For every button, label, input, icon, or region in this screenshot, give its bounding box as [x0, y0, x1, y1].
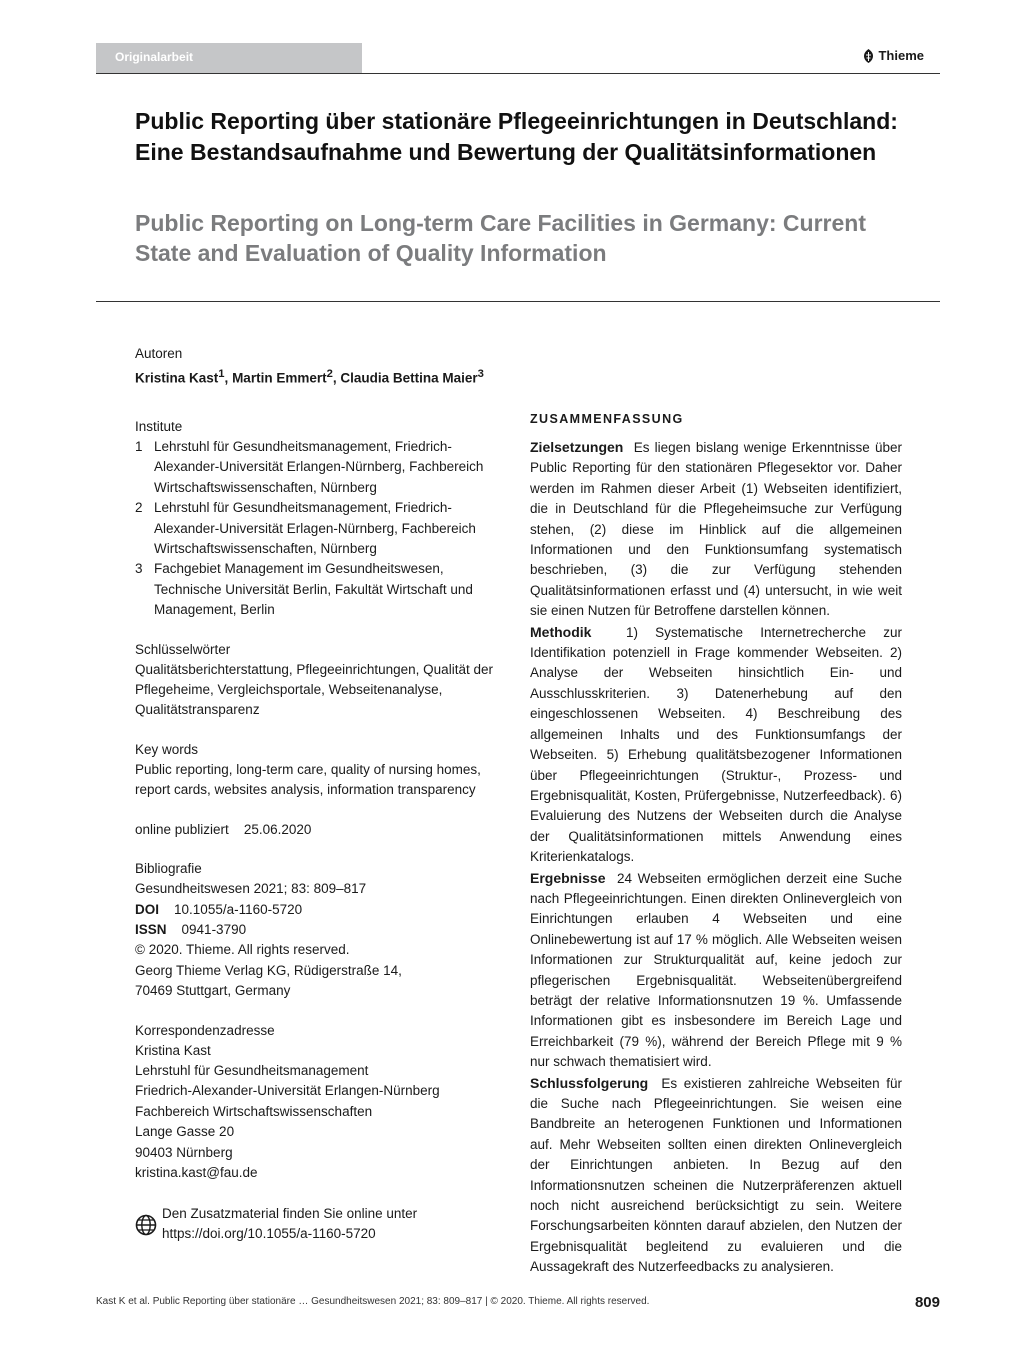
abstract-heading: ZUSAMMENFASSUNG [530, 412, 684, 426]
abstract-section-label: Schlussfolgerung [530, 1074, 649, 1091]
abstract-section-label: Zielsetzungen [530, 439, 624, 455]
published-date: 25.06.2020 [243, 821, 312, 837]
supplement-note [135, 1204, 515, 1245]
header-rule [96, 73, 940, 74]
keywords-en-text: Public reporting, long-term care, quality of nursing homes, report cards, websites analysis, information transparency [135, 761, 481, 798]
supplement-link[interactable]: https://doi.org/10.1055/a-1160-5720 [162, 1226, 376, 1242]
correspondence-line: Lehrstuhl für Gesundheitsmanagement [135, 1062, 369, 1078]
abstract-section-objectives [530, 437, 902, 622]
issn-value: 0941-3790 [181, 921, 247, 937]
issn-label: ISSN [135, 921, 167, 937]
supplement-text [162, 1204, 417, 1245]
keywords-de-text: Qualitätsberichterstattung, Pflegeeinrichtungen, Qualität der Pflegeheime, Vergleichsportale, Webseitenanalyse, Qualitätstransparenz [135, 661, 493, 718]
title-rule [96, 301, 940, 302]
correspondence-line: 90403 Nürnberg [135, 1144, 233, 1160]
author-name: Martin Emmert [232, 370, 327, 386]
abstract-section-label: Ergebnisse [530, 869, 606, 886]
abstract-section-label: Methodik [530, 623, 592, 640]
page-number: 809 [914, 1294, 940, 1311]
abstract-section-text: 1) Systematische Internetrecherche zur Identifikation potenziell in Frage kommender Webseiten. 2) Analyse der Webseiten hinsichtlich Ein- und Ausschlusskriterien. 3) Datenerhebung auf den eingeschlossenen Webseiten. 4) Beschreibung des allgemeinen Inhalts und des Funktionsumfangs der Webseiten. 5) Erhebung qualitätsbezogener Informationen über Pflegeeinrichtungen (Struktur-, Prozess- und Ergebnisqualität, Kosten, Prüfergebnisse, Nutzerfeedback). 6) Evaluierung des Nutzens der Webseiten durch die Analyse der Qualitätsinformationen mittels Anwendung eines Kriterienkatalogs. [530, 624, 902, 865]
author-name: Claudia Bettina Maier [340, 370, 478, 386]
bibliography-doi [135, 900, 507, 920]
correspondence-line: Friedrich-Alexander-Universität Erlangen-Nürnberg [135, 1083, 440, 1099]
institute-item [135, 437, 507, 498]
bibliography-issn [135, 920, 507, 940]
authors-label: Autoren [135, 346, 183, 361]
published-line [135, 820, 507, 840]
author-affiliation: 2 [326, 368, 333, 380]
institute-text: Fachgebiet Management im Gesundheitswesen, Technische Universität Berlin, Fakultät Wirtschaft und Management, Berlin [154, 561, 473, 618]
published-label: online publiziert [135, 821, 229, 837]
correspondence-email[interactable]: kristina.kast@fau.de [135, 1164, 258, 1180]
keywords-de-label: Schlüsselwörter [135, 641, 231, 657]
publisher-name: Thieme [878, 48, 924, 63]
institute-number: 2 [135, 500, 143, 516]
correspondence-line: Lange Gasse 20 [135, 1124, 235, 1140]
globe-icon [135, 1214, 157, 1236]
institute-number: 1 [135, 439, 143, 454]
supplement-line: Den Zusatzmaterial finden Sie online unter [162, 1206, 418, 1221]
correspondence-line: Kristina Kast [135, 1042, 211, 1058]
institute-number: 3 [135, 561, 143, 577]
bibliography-label: Bibliografie [135, 861, 202, 877]
bibliography-copyright: © 2020. Thieme. All rights reserved. [135, 942, 350, 958]
bibliography-publisher: Georg Thieme Verlag KG, Rüdigerstraße 14, [135, 962, 402, 978]
abstract-section-results [530, 868, 902, 1073]
institute-text: Lehrstuhl für Gesundheitsmanagement, Friedrich-Alexander-Universität Erlangen-Nürnberg, Fachbereich Wirtschaftswissenschaften, Nürnberg [154, 439, 484, 495]
keywords-en-label: Key words [135, 741, 199, 757]
footer-citation: Kast K et al. Public Reporting über stationäre … Gesundheitswesen 2021; 83: 809–817 | © 2020. Thieme. All rights reserved. [96, 1296, 650, 1307]
left-column [135, 417, 507, 1183]
correspondence-label: Korrespondenzadresse [135, 1022, 275, 1038]
abstract [530, 409, 902, 1278]
title-german: Public Reporting über stationäre Pflegeeinrichtungen in Deutschland: Eine Bestandsaufnahme und Bewertung der Qualitätsinformationen [135, 108, 898, 165]
author-affiliation: 1 [218, 368, 225, 380]
abstract-section-conclusion [530, 1073, 902, 1278]
bibliography-citation: Gesundheitswesen 2021; 83: 809–817 [135, 881, 367, 897]
bibliography-publisher-city: 70469 Stuttgart, Germany [135, 983, 291, 999]
title-english: Public Reporting on Long-term Care Facilities in Germany: Current State and Evaluation of Quality Information [135, 210, 866, 266]
doi-label: DOI [135, 901, 160, 917]
author-affiliation: 3 [477, 368, 484, 380]
abstract-section-text: Es liegen bislang wenige Erkenntnisse über Public Reporting für den stationären Pflegesektor vor. Daher werden im Rahmen dieser Arbeit (1) Webseiten identifiziert, die in Deutschland für die Pflegeheimsuche zur Verfügung stehen, (2) diese im Hinblick auf die allgemeinen Informationen und den Funktionsumfang systematisch beschrieben, (3) die zur Verfügung stehenden Qualitätsinformationen erfasst und (4) untersucht, in wie weit sie einen Nutzen für Betroffene darstellen können. [530, 440, 902, 619]
institute-item [135, 559, 507, 620]
authors-block [135, 344, 507, 389]
doi-value: 10.1055/a-1160-5720 [174, 901, 303, 917]
institute-text: Lehrstuhl für Gesundheitsmanagement, Friedrich-Alexander-Universität Erlagen-Nürnberg, Fachbereich Wirtschaftswissenschaften, Nürnberg [154, 500, 476, 557]
abstract-section-text: Es existieren zahlreiche Webseiten für die Suche nach Pflegeeinrichtungen. Sie weisen eine Bandbreite an heterogenen Funktionen und Informationen auf. Mehr Webseiten sollten einen direkten Onlinevergleich der Einrichtungen anbieten. In Bezug auf den Informationsnutzen scheinen die Nutzerpräferenzen aktuell noch nicht ausreichend berücksichtigt zu sein. Weitere Forschungsarbeiten könnten darauf abzielen, den Nutzen der Ergebnisqualität begleitend zu evaluieren und die Aussagekraft des Nutzerfeedbacks zu analysieren. [530, 1075, 902, 1275]
authors-list: Kristina Kast$^1$, Martin Emmert$^2$, Claudia Bettina Maier$^3$ [135, 368, 484, 386]
institutes-label: Institute [135, 419, 183, 434]
publisher-logo [863, 48, 924, 63]
institute-item [135, 498, 507, 559]
thieme-logo-icon [863, 49, 874, 63]
author-name: Kristina Kast [135, 370, 219, 386]
correspondence-line: Fachbereich Wirtschaftswissenschaften [135, 1103, 373, 1119]
abstract-section-methods [530, 622, 902, 868]
abstract-section-text: 24 Webseiten ermöglichen derzeit eine Suche nach Pflegeeinrichtungen. Einen direkten Onlinevergleich von Einrichtungen erlauben 4 Webseiten und eine Onlinebewertung ist auf 17 % möglich. Alle Webseiten weisen Informationen zur Strukturqualität auf, keine jedoch zur pflegerischen Ergebnisqualität. Webseitenübergreifend beträgt der relative Informationsnutzen 19 %. Umfassende Informationen gibt es insbesondere im Bereich Lage und Erreichbarkeit (79 %), während der Bereich Pflege mit 9 % nur schwach thematisiert wird. [530, 870, 902, 1070]
section-label: Originalarbeit [96, 43, 362, 74]
